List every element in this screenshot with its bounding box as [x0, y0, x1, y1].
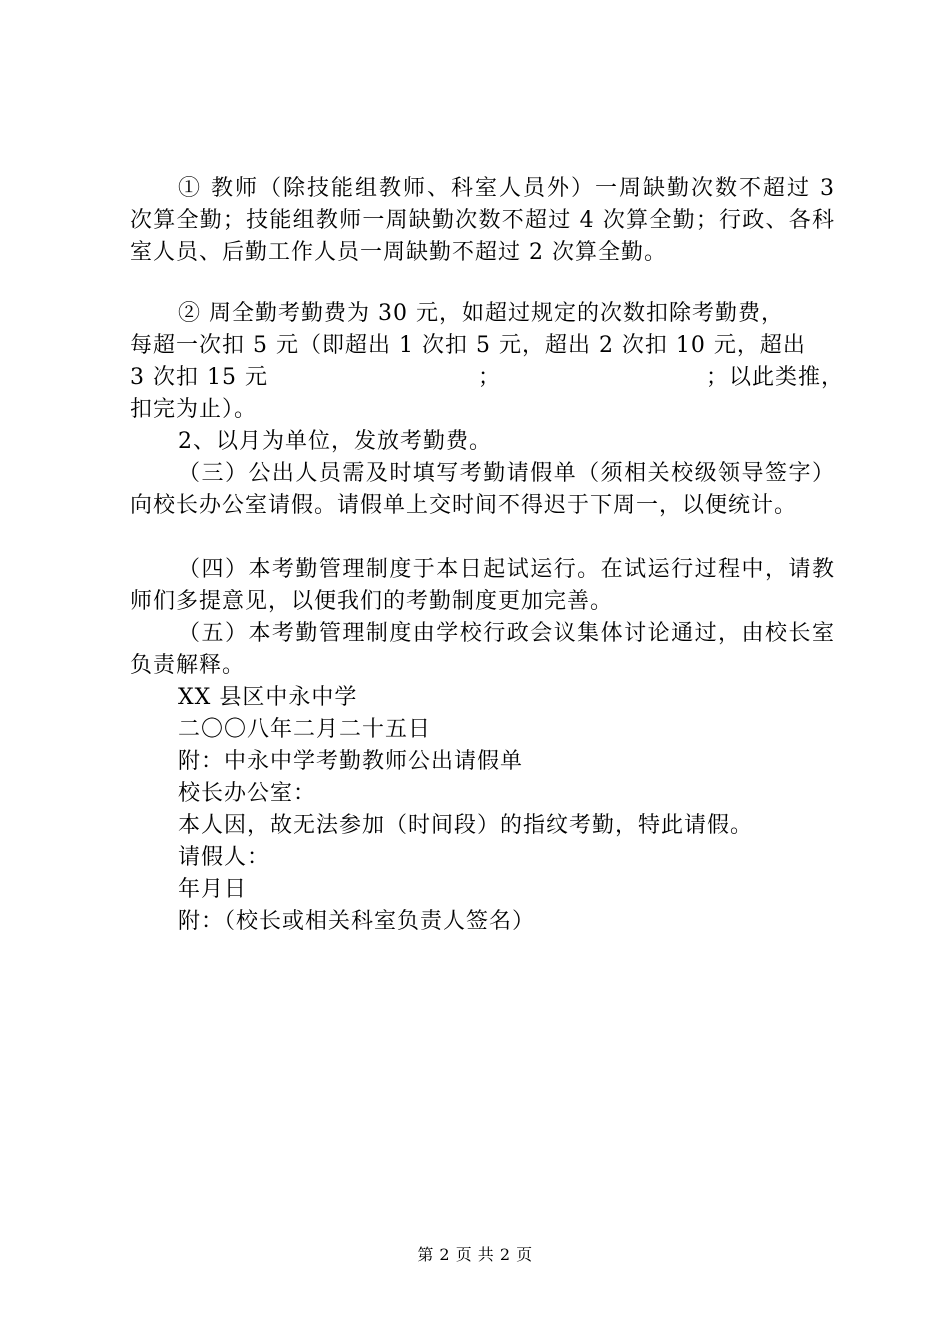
form-leave-text: 本人因，故无法参加（时间段）的指纹考勤，特此请假。 — [178, 813, 754, 838]
rule-paragraph-3: 2、以月为单位，发放考勤费。 — [178, 429, 492, 454]
rule-paragraph-2-line-3b: ； — [478, 365, 502, 390]
attachment-title: 附：中永中学考勤教师公出请假单 — [178, 749, 524, 774]
rule-paragraph-5: （四）本考勤管理制度于本日起试运行。在试运行过程中，请教师们多提意见，以便我们的考勤制度更加完善。 — [130, 557, 835, 614]
form-date: 年月日 — [178, 877, 248, 902]
page-footer: 第 2 页 共 2 页 — [417, 1245, 533, 1264]
rule-paragraph-2-line-2: 每超一次扣 5 元（即超出 1 次扣 5 元，超出 2 次扣 10 元，超出 — [130, 333, 806, 358]
rule-paragraph-1: ① 教师（除技能组教师、科室人员外）一周缺勤次数不超过 3 次算全勤；技能组教师一周缺勤次数不超过 4 次算全勤；行政、各科室人员、后勤工作人员一周缺勤不超过 2 次算全勤。 — [130, 176, 835, 265]
school-name: XX 县区中永中学 — [178, 685, 358, 710]
rule-paragraph-2-line-4: 扣完为止）。 — [130, 397, 258, 422]
rule-paragraph-2-line-3a: 3 次扣 15 元 — [130, 365, 268, 390]
rule-paragraph-2-line-1: ② 周全勤考勤费为 30 元，如超过规定的次数扣除考勤费， — [178, 301, 784, 326]
form-signature-note: 附：（校长或相关科室负责人签名） — [178, 909, 536, 934]
form-addressee: 校长办公室： — [178, 781, 317, 806]
issue-date: 二〇〇八年二月二十五日 — [178, 717, 432, 742]
rule-paragraph-4: （三）公出人员需及时填写考勤请假单（须相关校级领导签字）向校长办公室请假。请假单上交时间不得迟于下周一，以便统计。 — [130, 461, 835, 518]
form-applicant: 请假人： — [178, 845, 271, 870]
rule-paragraph-6: （五）本考勤管理制度由学校行政会议集体讨论通过，由校长室负责解释。 — [130, 621, 835, 678]
rule-paragraph-2-line-3c: ；以此类推， — [706, 365, 845, 390]
